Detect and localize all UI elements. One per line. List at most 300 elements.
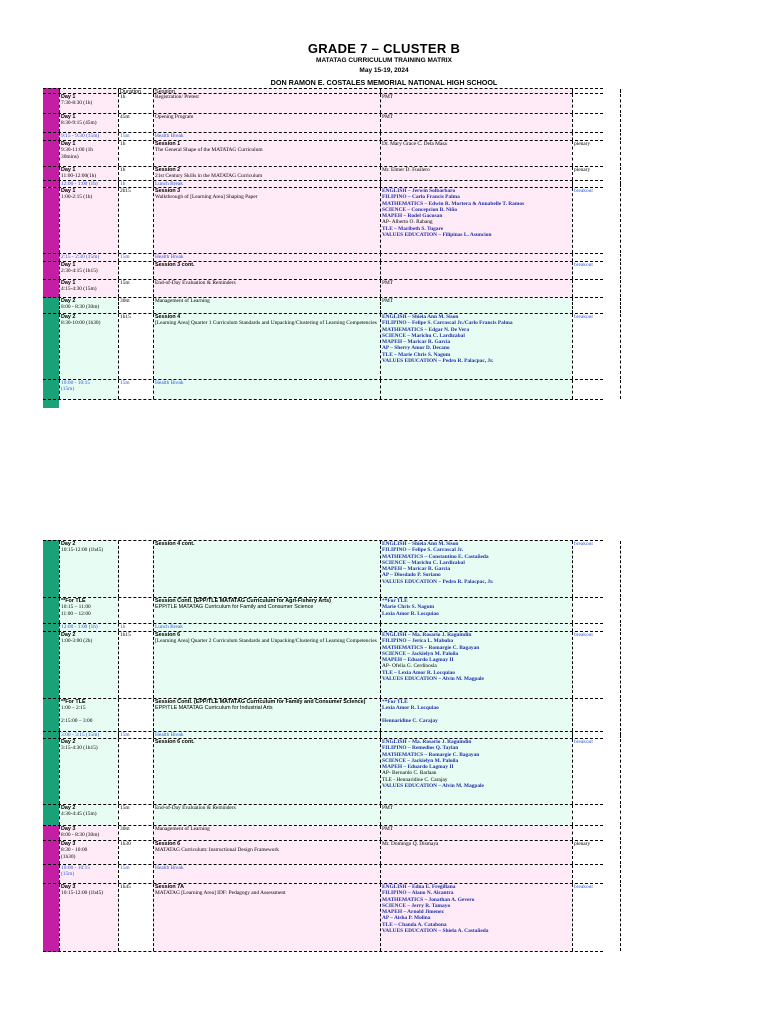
- time-text: 1:00-3:00 (2h): [61, 638, 93, 645]
- facilitator-cell: [380, 632, 572, 698]
- facilitator-cell: [380, 598, 572, 623]
- mode-cell: plenary: [572, 841, 621, 864]
- facilitator-text: SCIENCE – Concepcion B. Niño: [382, 206, 458, 213]
- session-cell: [153, 114, 380, 132]
- facilitator-cell: [380, 188, 572, 253]
- facilitator-cell: [380, 262, 572, 279]
- session-text: Health Break: [155, 133, 184, 139]
- facilitator-text: SCIENCE – Jackielyn M. Paloila: [382, 650, 459, 657]
- time-cell: [59, 624, 118, 631]
- page-subtitle: MATATAG CURRICULUM TRAINING MATRIX: [316, 57, 452, 64]
- time-text: 8:00 - 8:30 (30m): [61, 832, 100, 839]
- session-cell: [153, 739, 380, 804]
- time-text: 2:15:00 – 3:00: [61, 717, 93, 724]
- time-text: 10:15-12:00 (1h45): [61, 890, 104, 897]
- time-text: Day 2: [61, 805, 76, 811]
- time-text: 10:00 - 10:15: [61, 865, 91, 871]
- session-text: Walkthrough of [Learning Area] Shaping Paper: [155, 194, 258, 201]
- session-text: MATATAG [Learning Area] IDF: Pedagogy and Assessment: [155, 890, 286, 897]
- facilitator-cell: [380, 841, 572, 864]
- time-text: Day 1: [61, 262, 76, 268]
- session-cell: [153, 632, 380, 698]
- time-cell: [59, 133, 118, 140]
- table-row: [43, 540, 603, 598]
- mode-cell: breakout: [572, 262, 621, 279]
- time-text: Day 2: [61, 739, 76, 745]
- time-text: 11:00-12:00(1h): [61, 173, 97, 180]
- break-row: [43, 865, 603, 884]
- facilitator-text: AP- Ofelia G. Cerdinosla: [382, 663, 437, 670]
- session-text: Session Contl. (EPP/TLE MATATAG Curriculum for Agri-Fishery Arts): [155, 598, 331, 604]
- session-text: End-of-Day Evaluation & Reminders: [155, 280, 236, 286]
- session-cell: [153, 380, 380, 399]
- session-text: EPP/TLE MATATAG Curriculum for Family and Consumer Science: [155, 604, 314, 611]
- session-cell: [153, 598, 380, 623]
- schedule-table-page2: [43, 540, 603, 952]
- time-text: 30mins): [61, 153, 79, 160]
- break-row: [43, 624, 603, 632]
- facilitator-text: MATHEMATICS – Jonathan A. Gevero: [382, 896, 475, 903]
- facilitator-text: MATHEMATICS – Romargie C. Bagayan: [382, 644, 480, 651]
- time-text: 3:00 - 3:15 (15m): [61, 732, 100, 738]
- facilitator-cell: [380, 865, 572, 883]
- facilitator-text: AP – Aisha P. Molina: [382, 915, 431, 922]
- duration-cell: 1h: [118, 94, 153, 113]
- table-row: [43, 141, 603, 167]
- facilitator-text: **For TLE: [382, 598, 408, 604]
- time-cell: [59, 884, 118, 951]
- time-cell: [59, 841, 118, 864]
- time-text: (1h30): [61, 853, 76, 860]
- break-row: [43, 732, 603, 739]
- time-cell: [59, 94, 118, 113]
- duration-cell: 1h15: [118, 632, 153, 698]
- duration-cell: [118, 739, 153, 804]
- time-cell: [59, 141, 118, 166]
- page-title: GRADE 7 – CLUSTER B: [307, 41, 461, 56]
- facilitator-text: MAPEH – Maricar R. Garcia: [382, 566, 451, 573]
- time-text: **For TLE: [61, 598, 86, 604]
- session-cell: [153, 541, 380, 597]
- duration-cell: 15m: [118, 280, 153, 297]
- facilitator-text: ENGLISH – Ma. Rosario J. Raguindin: [382, 739, 472, 745]
- duration-cell: 15m: [118, 865, 153, 883]
- session-cell: [153, 865, 380, 883]
- facilitator-text: AP – Sherry Amor D. Decano: [382, 345, 450, 352]
- duration-cell: 2h15: [118, 188, 153, 253]
- time-text: (15m): [61, 871, 75, 878]
- duration-cell: 45m: [118, 114, 153, 132]
- facilitator-cell: [380, 181, 572, 187]
- session-text: Health Break: [155, 865, 184, 871]
- time-cell: [59, 541, 118, 597]
- duration-cell: [118, 699, 153, 731]
- time-text: 4:30-4:45 (15m): [61, 811, 97, 818]
- time-text: 8:30-10:00 (1h30): [61, 320, 101, 327]
- time-text: 12:00 - 1:00 (1h): [61, 181, 98, 187]
- facilitator-text: VALUES EDUCATION – Alvin M. Magpale: [382, 783, 484, 790]
- mode-cell: [572, 94, 621, 113]
- duration-cell: 1h: [118, 167, 153, 180]
- duration-cell: 15m: [118, 805, 153, 825]
- facilitator-cell: [380, 380, 572, 399]
- mode-cell: [572, 181, 621, 187]
- mode-cell: [572, 826, 621, 840]
- time-text: Day 2: [61, 632, 76, 638]
- facilitator-text: PMT: [382, 826, 394, 832]
- duration-cell: 30m: [118, 298, 153, 313]
- table-row: [43, 841, 603, 865]
- session-cell: [153, 314, 380, 379]
- session-text: 21st Century Skills in the MATATAG Curriculum: [155, 173, 263, 180]
- time-text: 3:15-4:30 (1h15): [61, 745, 98, 752]
- time-text: (15m): [61, 386, 75, 393]
- facilitator-text: VALUES EDUCATION – Pedro R. Palacpac, Jr.: [382, 578, 494, 585]
- time-cell: [59, 280, 118, 297]
- duration-cell: 30m: [118, 826, 153, 840]
- facilitator-cell: [380, 298, 572, 313]
- facilitator-text: AP – Diosdado P. Soriano: [382, 572, 441, 579]
- facilitator-text: FILIPINO – Felipe S. Carrascal Jr./Carlo Francis Palma: [382, 320, 513, 327]
- time-text: Day 1: [61, 280, 76, 286]
- time-text: 2:30-4:15 (1h15): [61, 268, 98, 275]
- facilitator-cell: [380, 280, 572, 297]
- table-row: [43, 280, 603, 298]
- time-cell: [59, 314, 118, 379]
- facilitator-text: MAPEH – Maricar R. Garcia: [382, 339, 451, 346]
- duration-cell: 1h30: [118, 841, 153, 864]
- break-row: [43, 181, 603, 188]
- facilitator-text: FILIPINO – Remedios Q. Taylan: [382, 745, 459, 752]
- session-cell: [153, 94, 380, 113]
- table-row: [43, 739, 603, 805]
- facilitator-text: SCIENCE – Jackielyn M. Paloila: [382, 757, 459, 764]
- time-text: 8:30 - 10:00: [61, 847, 88, 854]
- time-text: 9:15 - 9:30 (15m): [61, 133, 100, 139]
- session-cell: [153, 141, 380, 166]
- time-text: 1:00 – 2:15: [61, 705, 86, 712]
- table-row: [43, 114, 603, 133]
- table-row: [43, 699, 603, 732]
- break-row: [43, 133, 603, 141]
- table-row: [43, 826, 603, 841]
- session-cell: [153, 167, 380, 180]
- session-text: Session 4 cont.: [155, 541, 195, 547]
- table-row: [43, 188, 603, 254]
- facilitator-text: VALUES EDUCATION – Alvin M. Magpale: [382, 676, 484, 683]
- facilitator-text: FILIPINO – Felipe S. Carrascal Jr.: [382, 547, 464, 554]
- time-text: Day 1: [61, 141, 76, 147]
- duration-cell: 1h: [118, 141, 153, 166]
- session-text: Management of Learning: [155, 298, 210, 304]
- facilitator-cell: [380, 884, 572, 951]
- time-cell: [59, 739, 118, 804]
- mode-cell: breakout: [572, 314, 621, 379]
- mode-cell: plenary: [572, 167, 621, 180]
- time-cell: [59, 805, 118, 825]
- time-cell: [59, 632, 118, 698]
- session-text: Session 3 cont.: [155, 262, 195, 268]
- time-text: 7:30-8:30 (1h): [61, 100, 93, 107]
- session-cell: [153, 624, 380, 631]
- mode-cell: [572, 805, 621, 825]
- mode-cell: [572, 280, 621, 297]
- table-row: [43, 94, 603, 114]
- facilitator-text: SCIENCE – Jerry R. Tamayo: [382, 902, 451, 909]
- time-cell: [59, 181, 118, 187]
- time-cell: [59, 865, 118, 883]
- mode-cell: [572, 699, 621, 731]
- session-text: EPP/TLE MATATAG Curriculum for Industrial Arts: [155, 705, 273, 712]
- session-cell: [153, 884, 380, 951]
- duration-cell: 15m: [118, 380, 153, 399]
- facilitator-text: FILIPINO – Jerica L. Mabuba: [382, 638, 454, 645]
- session-cell: [153, 841, 380, 864]
- time-cell: [59, 598, 118, 623]
- facilitator-cell: [380, 739, 572, 804]
- facilitator-cell: [380, 624, 572, 631]
- facilitator-text: Lexia Amor R. Locquiao: [382, 610, 439, 617]
- session-cell: [153, 805, 380, 825]
- table-row: [43, 262, 603, 280]
- mode-cell: [572, 380, 621, 399]
- session-text: Session 2: [155, 167, 181, 173]
- break-row: [43, 380, 603, 400]
- session-text: [Learning Area] Quarter 2 Curriculum Standards and Unpacking/Clustering of Learning Competencies: [155, 638, 377, 645]
- session-cell: [153, 699, 380, 731]
- time-text: 2:15 - 2:30 (15m): [61, 254, 100, 260]
- facilitator-text: Dr. Mary Grace C. Dela Masa: [382, 141, 447, 147]
- session-text: [Learning Area] Quarter 1 Curriculum Standards and Unpacking/Clustering of Learning Competencies: [155, 320, 377, 327]
- facilitator-cell: [380, 826, 572, 840]
- session-text: Health Break: [155, 254, 184, 260]
- table-row: [43, 314, 603, 380]
- event-dates: May 15-19, 2024: [359, 67, 409, 74]
- facilitator-text: Marie Chris S. Nagum: [382, 604, 435, 611]
- facilitator-text: Mr. Elmer D. Fusilero: [382, 167, 430, 173]
- time-text: 10:15-12:00 (1h45): [61, 547, 104, 554]
- session-text: Session 3: [155, 188, 181, 194]
- facilitator-text: FILIPINO – Alano N. Alcantra: [382, 890, 454, 897]
- facilitator-text: PMT: [382, 114, 394, 120]
- table-row: [43, 598, 603, 624]
- time-text: **For TLE: [61, 699, 86, 705]
- mode-cell: breakout: [572, 884, 621, 951]
- duration-cell: 15m: [118, 133, 153, 140]
- facilitator-cell: [380, 805, 572, 825]
- facilitator-text: TLE – Chanda A. Catabona: [382, 921, 447, 928]
- session-text: Health Break: [155, 380, 184, 386]
- facilitator-text: Hennaridine C. Carajay: [382, 717, 438, 724]
- session-text: Session 6: [155, 841, 181, 847]
- facilitator-text: TLE – Lexia Amor R. Locquiao: [382, 669, 455, 676]
- facilitator-text: PMT: [382, 298, 394, 304]
- duration-cell: 15m: [118, 254, 153, 261]
- mode-cell: breakout: [572, 632, 621, 698]
- session-cell: [153, 181, 380, 187]
- facilitator-text: PMT: [382, 94, 394, 100]
- session-cell: [153, 254, 380, 261]
- mode-cell: [572, 254, 621, 261]
- session-text: Management of Learning: [155, 826, 210, 832]
- mode-cell: [572, 298, 621, 313]
- time-cell: [59, 826, 118, 840]
- time-text: 10:00 - 10:15: [61, 380, 91, 386]
- facilitator-text: FILIPINO – Carlo Francis Palma: [382, 194, 460, 201]
- time-text: Day 3: [61, 826, 76, 832]
- session-cell: [153, 826, 380, 840]
- facilitator-text: ENGLISH – Jerwin Solbarbaro: [382, 188, 456, 194]
- facilitator-text: ENGLISH – Shiela Ann M. Sison: [382, 541, 459, 547]
- session-text: Session 7A: [155, 884, 185, 890]
- facilitator-cell: [380, 94, 572, 113]
- col-time-header: [59, 89, 118, 93]
- schedule-table-page1: [43, 88, 603, 400]
- facilitator-text: TLE – Maribeth S. Tugare: [382, 225, 444, 232]
- duration-cell: [118, 541, 153, 597]
- session-cell: [153, 280, 380, 297]
- mode-cell: plenary: [572, 141, 621, 166]
- mode-cell: [572, 732, 621, 738]
- session-text: Session 6 cont.: [155, 739, 195, 745]
- session-text: Opening Program: [155, 114, 194, 120]
- facilitator-text: MATHEMATICS – Edwin R. Mortera & Annabelle T. Ramos: [382, 200, 525, 207]
- mode-cell: [572, 624, 621, 631]
- facilitator-text: MATHEMATICS – Romargie C. Bagayan: [382, 751, 480, 758]
- session-text: Registration/ Pretest: [155, 94, 199, 100]
- facilitator-cell: [380, 254, 572, 261]
- time-cell: [59, 188, 118, 253]
- session-cell: [153, 133, 380, 140]
- time-cell: [59, 254, 118, 261]
- time-text: Day 1: [61, 167, 76, 173]
- venue-school: DON RAMON E. COSTALES MEMORIAL NATIONAL HIGH SCHOOL: [270, 78, 498, 87]
- facilitator-text: Lexia Amor R. Locquiao: [382, 705, 439, 712]
- time-text: 4:15-4:30 (15m): [61, 286, 97, 293]
- facilitator-text: ENGLISH – Shiela Ann M. Sison: [382, 314, 459, 320]
- time-text: 1:00-2:15 (1h): [61, 194, 93, 201]
- session-text: Health Break: [155, 732, 184, 738]
- time-cell: [59, 114, 118, 132]
- facilitator-text: MAPEH – Rodel Gacusan: [382, 213, 443, 220]
- mode-cell: [572, 133, 621, 140]
- time-cell: [59, 732, 118, 738]
- time-text: Day 3: [61, 841, 76, 847]
- time-cell: [59, 262, 118, 279]
- time-cell: [59, 380, 118, 399]
- session-cell: [153, 262, 380, 279]
- duration-cell: 1h: [118, 624, 153, 631]
- time-text: 12:00 - 1:00 (1h): [61, 624, 98, 630]
- facilitator-text: ENGLISH – Edna E. Fregillana: [382, 884, 456, 890]
- session-text: Lunch Break: [155, 624, 183, 630]
- facilitator-text: PMT: [382, 280, 394, 286]
- time-text: 9:30-11:00 (1h: [61, 147, 93, 154]
- facilitator-text: AP- Bernardo C. Barlaan: [382, 770, 437, 777]
- time-text: Day 3: [61, 884, 76, 890]
- session-text: MATATAG Curriculum: Instructional Design Framework: [155, 847, 279, 854]
- facilitator-text: AP- Alberto O. Rabang: [382, 219, 433, 226]
- session-text: Session 1: [155, 141, 181, 147]
- facilitator-text: VALUES EDUCATION – Pedro R. Palacpac, Jr.: [382, 358, 494, 365]
- time-text: 11:00 – 12:00: [61, 610, 91, 617]
- table-row: [43, 884, 603, 952]
- mode-cell: breakout: [572, 541, 621, 597]
- duration-cell: 1h45: [118, 884, 153, 951]
- facilitator-text: MATHEMATICS – Edgar N. De Vera: [382, 326, 470, 333]
- time-text: 8:00 - 8:30 (30m): [61, 304, 100, 311]
- col-session-header: Session: [153, 89, 380, 93]
- time-cell: [59, 298, 118, 313]
- time-text: Day 1: [61, 188, 76, 194]
- facilitator-text: ENGLISH – Ma. Rosario J. Raguindin: [382, 632, 472, 638]
- duration-cell: 15m: [118, 732, 153, 738]
- facilitator-cell: [380, 133, 572, 140]
- facilitator-text: **For TLE: [382, 699, 408, 705]
- time-text: Day 1: [61, 114, 76, 120]
- facilitator-text: SCIENCE – Marichu C. Lardizabal: [382, 332, 465, 339]
- facilitator-text: VALUES EDUCATION – Filipinas L. Asuncion: [382, 232, 492, 239]
- facilitator-cell: [380, 167, 572, 180]
- mode-cell: [572, 114, 621, 132]
- table-row: [43, 805, 603, 826]
- table-row: [43, 167, 603, 181]
- break-row: [43, 254, 603, 262]
- facilitator-text: MAPEH – Arnold Jimenez: [382, 909, 444, 916]
- time-text: 8:30-9:15 (45m): [61, 120, 97, 127]
- mode-cell: [572, 598, 621, 623]
- session-cell: [153, 732, 380, 738]
- session-text: Session Contl. (EPP/TLE MATATAG Curriculum for Family and Consumer Science): [155, 699, 366, 705]
- facilitator-cell: [380, 732, 572, 738]
- facilitator-text: MATHEMATICS – Constantino E. Castañeda: [382, 553, 489, 560]
- facilitator-text: MAPEH – Eduardo Lagmay II: [382, 657, 454, 664]
- session-text: Lunch Break: [155, 181, 183, 187]
- time-cell: [59, 699, 118, 731]
- facilitator-text: Mr. Domingo Q. Dismaya: [382, 841, 439, 847]
- facilitator-cell: [380, 314, 572, 379]
- time-text: Day 1: [61, 94, 76, 100]
- table-row: [43, 632, 603, 699]
- facilitator-cell: [380, 699, 572, 731]
- table-row: [43, 298, 603, 314]
- time-text: Day 2: [61, 541, 76, 547]
- facilitator-text: PMT: [382, 805, 394, 811]
- facilitator-cell: [380, 541, 572, 597]
- mode-cell: breakout: [572, 188, 621, 253]
- facilitator-cell: [380, 114, 572, 132]
- facilitator-text: MAPEH – Eduardo Lagmay II: [382, 764, 454, 771]
- session-text: Session 6: [155, 632, 181, 638]
- time-text: 10:15 – 11:00: [61, 604, 91, 611]
- time-text: Day 2: [61, 298, 76, 304]
- facilitator-cell: [380, 141, 572, 166]
- facilitator-text: TLE - Hennaridine C. Carajay: [382, 776, 448, 783]
- facilitator-text: TLE – Marie Chris S. Nagum: [382, 351, 451, 358]
- session-text: Session 4: [155, 314, 181, 320]
- duration-cell: [118, 262, 153, 279]
- mode-cell: breakout: [572, 739, 621, 804]
- session-cell: [153, 188, 380, 253]
- facilitator-text: SCIENCE – Marichu C. Lardizabal: [382, 559, 465, 566]
- facilitator-text: VALUES EDUCATION – Shiela A. Castañeda: [382, 928, 489, 935]
- session-text: The General Shape of the MATATAG Curriculum: [155, 147, 263, 154]
- mode-cell: [572, 865, 621, 883]
- duration-cell: 1h: [118, 181, 153, 187]
- duration-cell: 1h15: [118, 314, 153, 379]
- col-duration-header: Duration: [118, 89, 153, 93]
- time-cell: [59, 167, 118, 180]
